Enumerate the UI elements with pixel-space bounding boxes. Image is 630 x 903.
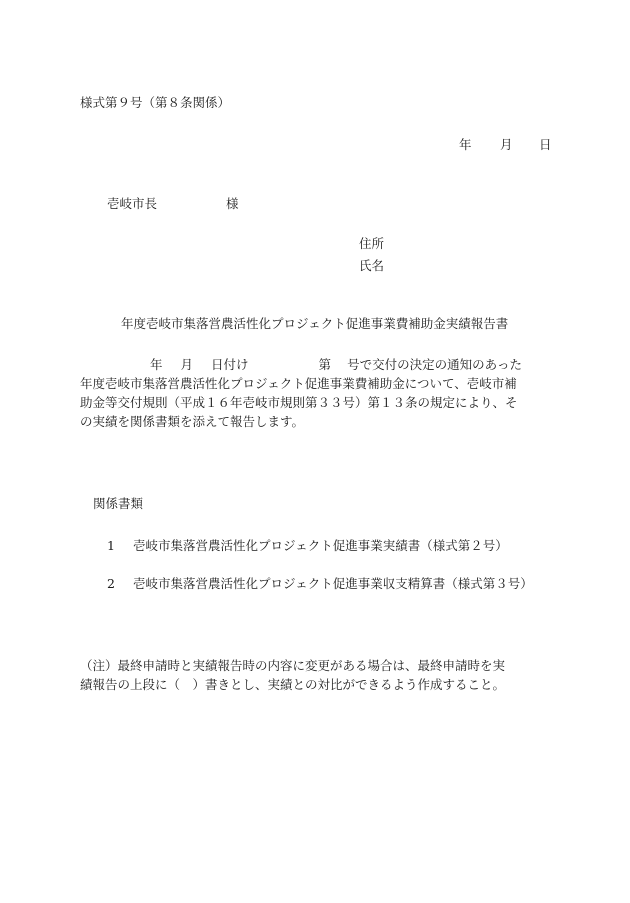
body-line-1: [80, 355, 554, 374]
attachments-heading: 関係書類: [93, 496, 144, 511]
body-year: 年: [150, 357, 163, 372]
body-line-4: の実績を関係書類を添えて報告します。: [80, 414, 305, 429]
attachment-item-2-text: 壱岐市集落営農活性化プロジェクト促進事業収支精算書（様式第３号）: [133, 576, 533, 591]
note-line-2: 績報告の上段に（ ）書きとし、実績との対比ができるよう作成すること。: [80, 677, 506, 692]
addressee-honorific: 様: [226, 196, 239, 211]
date-day-label: 日: [539, 137, 552, 152]
applicant-address-label: 住所: [359, 236, 385, 251]
note-line-1: （注）最終申請時と実績報告時の内容に変更がある場合は、最終申請時を実: [80, 658, 506, 673]
document-title: 年度壱岐市集落営農活性化プロジェクト促進事業費補助金実績報告書: [121, 316, 509, 331]
attachment-item-1-number: 1: [107, 538, 115, 553]
body-paragraph: [80, 355, 554, 431]
date-year-label: 年: [459, 137, 472, 152]
applicant-name-label: 氏名: [359, 258, 385, 273]
attachment-item-2-number: 2: [107, 576, 115, 591]
body-dated: 日付け: [211, 357, 249, 372]
form-number: 様式第９号（第８条関係）: [80, 95, 231, 110]
note-paragraph: [80, 656, 554, 694]
attachment-item-1-text: 壱岐市集落営農活性化プロジェクト促進事業実績書（様式第２号）: [133, 538, 508, 553]
body-line-3: 助金等交付規則（平成１６年壱岐市規則第３３号）第１３条の規定により、そ: [80, 395, 518, 410]
body-number-prefix: 第: [318, 357, 332, 372]
date-month-label: 月: [500, 137, 513, 152]
addressee-name: 壱岐市長: [107, 196, 158, 211]
body-month: 月: [180, 357, 194, 372]
body-line-2: 年度壱岐市集落営農活性化プロジェクト促進事業費補助金について、壱岐市補: [80, 376, 517, 391]
body-line1-rest: 号で交付の決定の通知のあった: [347, 357, 522, 372]
